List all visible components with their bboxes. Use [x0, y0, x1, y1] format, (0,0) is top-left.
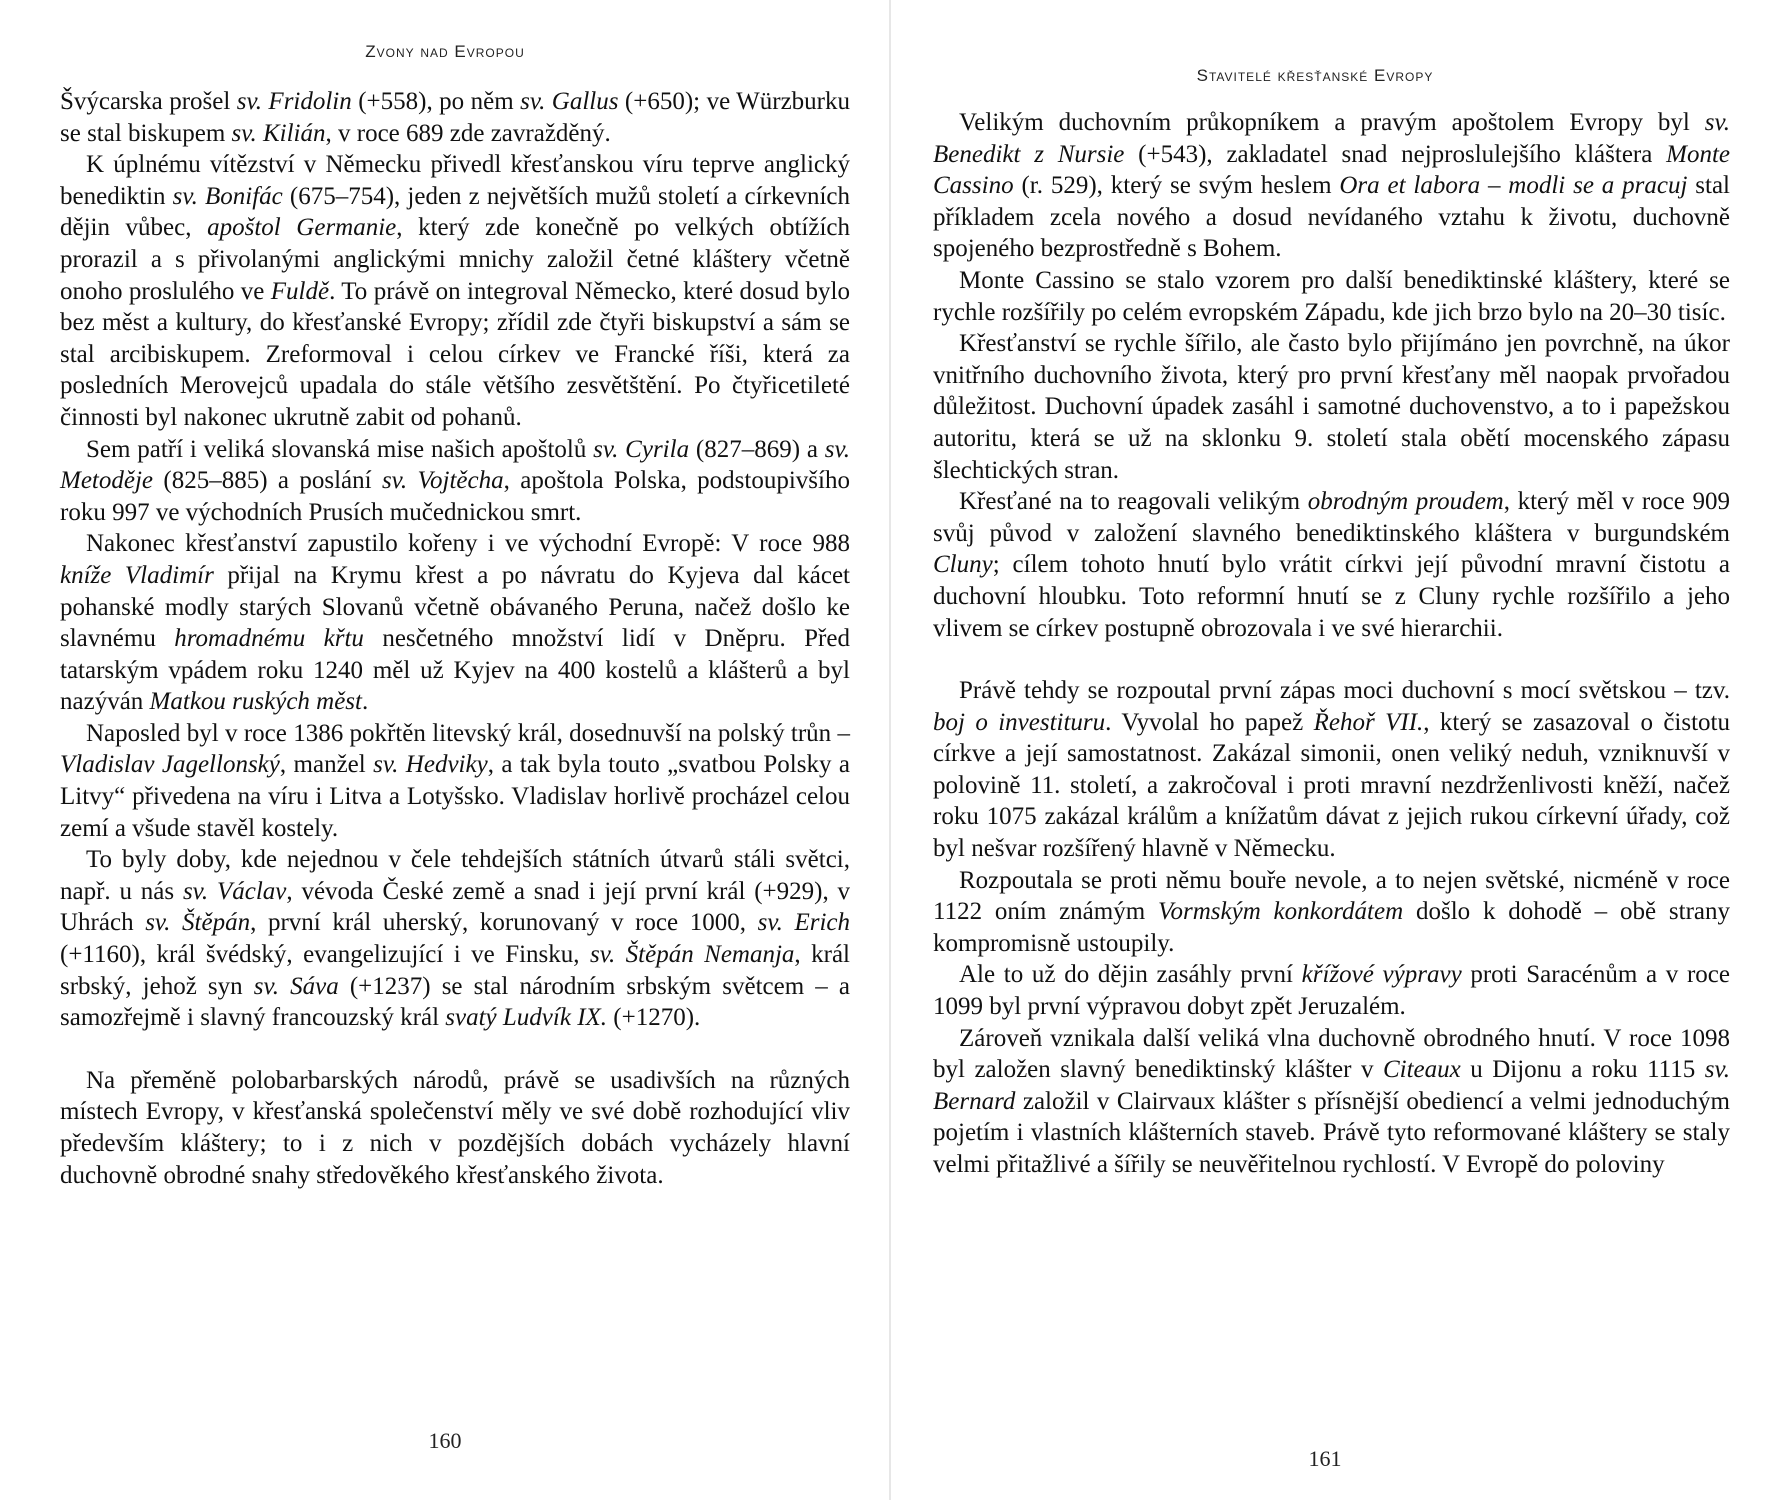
- right-paragraph-6: Rozpoutala se proti němu bouře nevole, a to nejen světské, nicméně v roce 1122 oním známým Vormským konkordátem došlo k dohodě – obě strany kompromisně ustoupily.: [933, 866, 1730, 957]
- left-paragraph-2: K úplnému vítězství v Německu přivedl křesťanskou víru teprve anglický benediktin sv. Bonifác (675–754), jeden z největších mužů století a církevních dějin vůbec, apoštol Germanie, který zde konečně po velkých obtížích prorazil a s přivolanými anglickými mnichy založil četné kláštery včetně onoho proslulého ve Fuldě. To právě on integroval Německo, které dosud bylo bez měst a kultury, do křesťanské Evropy; zřídil zde čtyři biskupství a sám se stal arcibiskupem. Zreformoval i celou církev ve Francké říši, která za posledních Merovejců upadala do stále většího zesvětštění. Po čtyřicetileté činnosti byl nakonec ukrutně zabit od pohanů.: [60, 151, 851, 431]
- right-page: [890, 0, 1780, 1500]
- left-paragraph-1: Švýcarska prošel sv. Fridolin (+558), po něm sv. Gallus (+650); ve Würzburku se stal biskupem sv. Kilián, v roce 689 zde zavražděný.: [60, 88, 851, 147]
- left-paragraph-4: Nakonec křesťanství zapustilo kořeny i ve východní Evropě: V roce 988 kníže Vladimír přijal na Krymu křest a po návratu do Kyjeva dal kácet pohanské modly starých Slovanů včetně obávaného Peruna, načež došlo ke slavnému hromadnému křtu nesčetného množství lidí v Dněpru. Před tatarským vpádem roku 1240 měl už Kyjev na 400 kostelů a klášterů a byl nazýván Matkou ruských měst.: [60, 530, 850, 716]
- right-paragraph-7: Ale to už do dějin zasáhly první křížové výpravy proti Saracénům a v roce 1099 byl první výpravou dobyt zpět Jeruzalém.: [933, 961, 1730, 1021]
- left-page-body: [60, 86, 850, 1191]
- running-header-right: Stavitelé křesťanské Evropy: [1196, 66, 1434, 85]
- right-paragraph-5: Právě tehdy se rozpoutal první zápas moci duchovní s mocí světskou – tzv. boj o investituru. Vyvolal ho papež Řehoř VII., který se zasazoval o čistotu církve a její samostatnost. Zakázal simonii, onen veliký neduh, vzniknuvší v polovině 11. století, a zakročoval i proti mravní nezdrženlivosti kněží, načež roku 1075 zakázal králům a knížatům dávat z jejich rukou církevní úřady, což byl nešvar rozšířený hlavně v Německu.: [933, 677, 1731, 863]
- right-paragraph-1: Velikým duchovním průkopníkem a pravým apoštolem Evropy byl sv. Benedikt z Nursie (+543), zakladatel snad nejproslulejšího kláštera Monte Cassino (r. 529), který se svým heslem Ora et labora – modli se a pracuj stal příkladem zcela nového a dosud nevídaného vztahu k životu, duchovně spojeného bezprostředně s Bohem.: [933, 109, 1730, 263]
- right-paragraph-8: Zároveň vznikala další veliká vlna duchovně obrodného hnutí. V roce 1098 byl založen slavný benediktinský klášter v Citeaux u Dijonu a roku 1115 sv. Bernard založil v Clairvaux klášter s přísnější obediencí a velmi jednoduchým pojetím i vlastních klášterních staveb. Právě tyto reformované kláštery se staly velmi přitažlivé a šířily se neuvěřitelnou rychlostí. V Evropě do poloviny: [933, 1024, 1730, 1178]
- right-paragraph-3: Křesťanství se rychle šířilo, ale často bylo přijímáno jen povrchně, na úkor vnitřního duchovního života, který pro první křesťany měl naopak prvořadou důležitost. Duchovní úpadek zasáhl i samotné duchovenstvo, a to i papežskou autoritu, která se už na sklonku 9. století stala obětí mocenského zápasu šlechtických stran.: [933, 330, 1730, 484]
- right-paragraph-4: Křesťané na to reagovali velikým obrodným proudem, který měl v roce 909 svůj původ v založení slavného benediktinského kláštera v burgundském Cluny; cílem tohoto hnutí bylo vrátit církvi její původní mravní čistotu a duchovní hloubku. Toto reformní hnutí se z Cluny rychle rozšířilo a jeho vlivem se církev postupně obrozovala i ve své hierarchii.: [933, 488, 1730, 642]
- right-page-body: [933, 107, 1730, 1181]
- running-header-left: Zvony nad Evropou: [365, 42, 525, 61]
- left-paragraph-6: To byly doby, kde nejednou v čele tehdejších státních útvarů stáli světci, např. u nás sv. Václav, vévoda České země a snad i její první král (+929), v Uhrách sv. Štěpán, první král uherský, korunovaný v roce 1000, sv. Erich (+1160), král švédský, evangelizující i ve Finsku, sv. Štěpán Nemanja, král srbský, jehož syn sv. Sáva (+1237) se stal národním srbským světcem – a samozřejmě i slavný francouzský král svatý Ludvík IX. (+1270).: [60, 846, 851, 1032]
- left-paragraph-7: Na přeměně polobarbarských národů, právě se usadivších na různých místech Evropy, v křesťanská společenství měly ve své době rozhodující vliv především kláštery; to i z nich v pozdějších dobách vycházely hlavní duchovně obrodné snahy středověkého křesťanského života.: [60, 1066, 850, 1189]
- page-number-left: 160: [428, 1428, 462, 1453]
- right-paragraph-2: Monte Cassino se stalo vzorem pro další benediktinské kláštery, které se rychle rozšířily po celém evropském Západu, kde jich brzo bylo na 20–30 tisíc.: [933, 266, 1730, 326]
- left-paragraph-5: Naposled byl v roce 1386 pokřtěn litevský král, dosednuvší na polský trůn – Vladislav Jagellonský, manžel sv. Hedviky, a tak byla touto „svatbou Polsky a Litvy“ přivedena na víru i Litva a Lotyšsko. Vladislav horlivě procházel celou zemí a všude stavěl kostely.: [60, 719, 850, 842]
- page-number-right: 161: [1308, 1446, 1342, 1471]
- left-paragraph-3: Sem patří i veliká slovanská mise našich apoštolů sv. Cyrila (827–869) a sv. Metoděje (825–885) a poslání sv. Vojtěcha, apoštola Polska, podstoupivšího roku 997 ve východních Prusích mučednickou smrt.: [60, 435, 850, 526]
